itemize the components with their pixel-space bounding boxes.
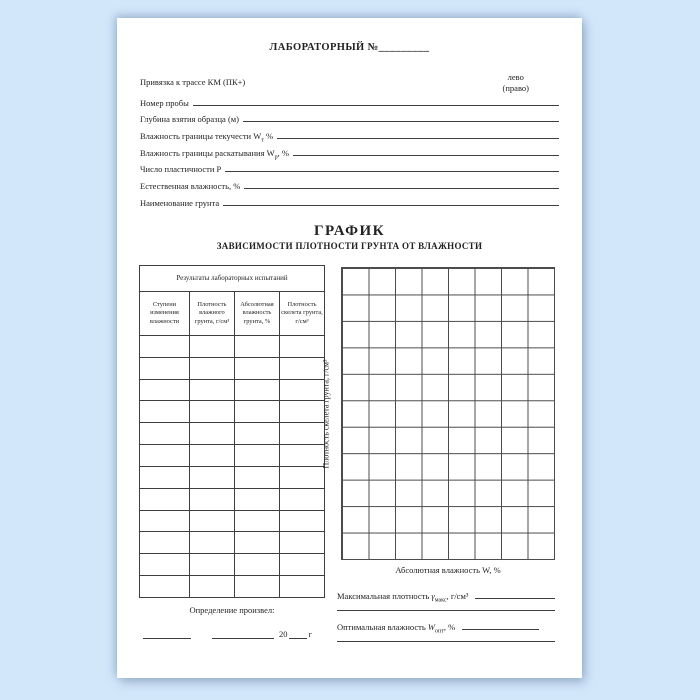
results-empty-row bbox=[140, 576, 325, 598]
results-header-row bbox=[140, 292, 325, 336]
results-empty-cell bbox=[189, 488, 234, 510]
results-empty-cell bbox=[234, 357, 279, 379]
field-natural-moisture: Естественная влажность, % bbox=[140, 174, 559, 191]
results-empty-cell bbox=[279, 576, 324, 598]
blank-line bbox=[337, 641, 555, 642]
blank-line bbox=[223, 204, 559, 206]
graph-title: ГРАФИК bbox=[313, 223, 386, 239]
results-col-header-wet-density: Плотность влажного грунта, г/см³ bbox=[189, 292, 234, 336]
results-empty-row bbox=[140, 488, 325, 510]
results-empty-cell bbox=[140, 510, 190, 532]
results-empty-row bbox=[140, 336, 325, 358]
results-empty-cell bbox=[234, 576, 279, 598]
results-empty-cell bbox=[189, 336, 234, 358]
blank-line bbox=[193, 104, 559, 106]
results-table bbox=[139, 265, 325, 598]
results-caption-row bbox=[140, 266, 325, 292]
blank-line bbox=[244, 187, 559, 189]
summary-block bbox=[337, 588, 555, 642]
form-page bbox=[117, 18, 582, 678]
form-title bbox=[117, 42, 582, 53]
blank-line bbox=[212, 633, 274, 639]
max-density-row: Максимальная плотность $\gamma_{макс}$, г/см³ bbox=[337, 588, 555, 601]
results-empty-cell bbox=[140, 357, 190, 379]
results-empty-cell bbox=[234, 510, 279, 532]
blank-line bbox=[337, 610, 555, 611]
signature-row bbox=[139, 630, 325, 639]
results-empty-cell bbox=[189, 532, 234, 554]
results-empty-cell bbox=[189, 423, 234, 445]
form-title-label: ЛАБОРАТОРНЫЙ № bbox=[269, 42, 379, 53]
field-plasticity-number: Число пластичности Р bbox=[140, 158, 559, 175]
results-empty-cell bbox=[140, 379, 190, 401]
blank-line bbox=[289, 633, 307, 639]
side-right-label: (право) bbox=[502, 83, 529, 94]
results-empty-cell bbox=[189, 466, 234, 488]
field-soil-name: Наименование грунта bbox=[140, 191, 559, 208]
results-empty-cell bbox=[234, 423, 279, 445]
results-empty-row bbox=[140, 510, 325, 532]
results-col-header-skeleton-density: Плотность скелета грунта, г/см³ bbox=[279, 292, 324, 336]
results-empty-cell bbox=[234, 401, 279, 423]
results-empty-cell bbox=[140, 532, 190, 554]
results-empty-cell bbox=[140, 554, 190, 576]
results-empty-cell bbox=[140, 488, 190, 510]
results-empty-cell bbox=[140, 423, 190, 445]
results-empty-cell bbox=[234, 554, 279, 576]
form-fields bbox=[140, 91, 559, 208]
field-sampling-depth: Глубина взятия образца (м) bbox=[140, 108, 559, 125]
field-sample-number: Номер пробы bbox=[140, 91, 559, 108]
results-empty-row bbox=[140, 379, 325, 401]
blank-line bbox=[462, 628, 539, 630]
route-label: Привязка к трассе КМ (ПК+) bbox=[140, 77, 246, 87]
graph-grid bbox=[341, 267, 555, 560]
results-empty-cell bbox=[189, 445, 234, 467]
results-empty-cell bbox=[189, 576, 234, 598]
results-col-header-steps: Ступени изменения влажности bbox=[140, 292, 190, 336]
results-empty-cell bbox=[189, 379, 234, 401]
results-empty-cell bbox=[234, 488, 279, 510]
results-empty-row bbox=[140, 554, 325, 576]
year-suffix: г bbox=[308, 629, 312, 639]
field-liquid-limit: Влажность границы текучести $W_т$ % bbox=[140, 124, 559, 141]
y-axis-label: Плотность скелета грунта, г/см³ bbox=[321, 359, 331, 468]
blank-line bbox=[243, 120, 559, 122]
blank-line bbox=[225, 170, 559, 172]
results-empty-row bbox=[140, 357, 325, 379]
results-empty-cell bbox=[189, 357, 234, 379]
results-empty-cell bbox=[234, 532, 279, 554]
graph-heading bbox=[117, 224, 582, 251]
results-empty-cell bbox=[234, 336, 279, 358]
form-title-blank: _________ bbox=[378, 42, 430, 53]
x-axis-label: Абсолютная влажность W, % bbox=[395, 565, 501, 575]
results-empty-cell bbox=[234, 466, 279, 488]
blank-line bbox=[475, 597, 555, 599]
results-empty-cell bbox=[140, 576, 190, 598]
results-empty-cell bbox=[234, 379, 279, 401]
results-empty-cell bbox=[140, 445, 190, 467]
performed-by-label: Определение произвел: bbox=[189, 605, 275, 615]
blank-line bbox=[143, 633, 191, 639]
results-empty-cell bbox=[189, 554, 234, 576]
graph-subtitle: ЗАВИСИМОСТИ ПЛОТНОСТИ ГРУНТА ОТ ВЛАЖНОСТИ bbox=[216, 241, 483, 251]
results-empty-row bbox=[140, 445, 325, 467]
results-empty-row bbox=[140, 532, 325, 554]
results-col-header-abs-moisture: Абсолютная влажность грунта, % bbox=[234, 292, 279, 336]
results-empty-cell bbox=[140, 401, 190, 423]
results-empty-row bbox=[140, 466, 325, 488]
results-empty-row bbox=[140, 423, 325, 445]
results-empty-row bbox=[140, 401, 325, 423]
results-empty-cell bbox=[189, 510, 234, 532]
y-axis-label-wrap bbox=[318, 267, 334, 560]
year-prefix: 20 bbox=[279, 629, 288, 639]
results-empty-cell bbox=[189, 401, 234, 423]
blank-line bbox=[277, 137, 559, 139]
signature-block bbox=[139, 605, 325, 639]
side-left-label: лево bbox=[507, 72, 524, 82]
field-plastic-limit: Влажность границы раскатывания $W_р$, % bbox=[140, 141, 559, 158]
results-empty-cell bbox=[234, 445, 279, 467]
results-table-body bbox=[140, 266, 325, 598]
results-empty-cell bbox=[140, 466, 190, 488]
results-caption: Результаты лабораторных испытаний bbox=[140, 266, 325, 292]
blank-line bbox=[293, 154, 559, 156]
opt-moisture-row: Оптимальная влажность $W_{опт}$, % bbox=[337, 619, 555, 632]
results-empty-cell bbox=[140, 336, 190, 358]
